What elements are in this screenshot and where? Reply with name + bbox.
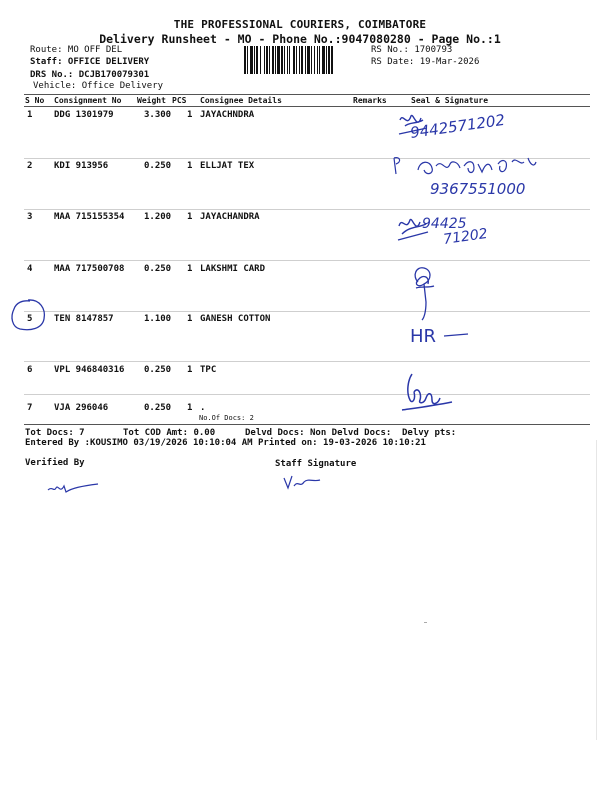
delivery-points: Delvy pts: — [402, 428, 457, 438]
rs-number: RS No.: 1700793 — [371, 45, 453, 55]
rs-date: RS Date: 19-Mar-2026 — [371, 57, 480, 67]
route-label: Route: MO OFF DEL — [30, 45, 123, 55]
barcode — [243, 46, 368, 74]
barcode-bar — [287, 46, 288, 74]
barcode-bar — [305, 46, 306, 74]
row-weight: 1.100 — [144, 314, 172, 324]
barcode-bar — [277, 46, 280, 74]
row-pcs: 1 — [187, 110, 193, 120]
signature-row-1 — [397, 108, 517, 150]
row-consignee: TPC — [200, 365, 217, 375]
row-weight: 0.250 — [144, 161, 172, 171]
row-divider — [24, 361, 590, 362]
entered-by: Entered By :KOUSIMO 03/19/2026 10:10:04 AM — [25, 438, 253, 448]
row-sno: 6 — [27, 365, 33, 375]
signature-row-4 — [406, 262, 446, 322]
col-sno: S No — [25, 96, 45, 105]
runsheet-title: Delivery Runsheet - MO - Phone No.:9047080280 - Page No.:1 — [99, 32, 501, 46]
row-divider — [24, 394, 590, 395]
table-header-rule — [24, 106, 590, 107]
signature-phone-row-1: 9442571202 — [409, 110, 507, 142]
row-weight: 0.250 — [144, 264, 172, 274]
total-cod-amount: Tot COD Amt: 0.00 — [123, 428, 216, 438]
verified-by-signature — [42, 476, 102, 498]
barcode-bar — [307, 46, 310, 74]
row-consignee: GANESH COTTON — [200, 314, 271, 324]
col-remarks: Remarks — [353, 96, 387, 105]
signature-initials-row-5: HR — [410, 326, 437, 347]
row-consignment: MAA 715155354 — [54, 212, 125, 222]
signature-line-1-row-3: 94425 — [422, 216, 467, 232]
verified-by-label: Verified By — [25, 458, 85, 468]
table-top-rule — [24, 94, 590, 95]
row-consignment: VPL 946840316 — [54, 365, 125, 375]
row-pcs: 1 — [187, 403, 193, 413]
signature-row-6 — [398, 370, 458, 418]
printed-on: Printed on: 19-03-2026 10:10:21 — [258, 438, 426, 448]
row-consignment: VJA 296046 — [54, 403, 109, 413]
signature-row-5 — [406, 318, 476, 352]
vehicle-label: Vehicle: Office Delivery — [33, 81, 164, 91]
barcode-bar — [254, 46, 255, 74]
row-weight: 0.250 — [144, 365, 172, 375]
barcode-bar — [264, 46, 265, 74]
row-sno: 1 — [27, 110, 33, 120]
row-weight: 0.250 — [144, 403, 172, 413]
barcode-bar — [244, 46, 246, 74]
row-consignment: DDG 1301979 — [54, 110, 114, 120]
staff-label: Staff: OFFICE DELIVERY — [30, 57, 150, 67]
signature-phone-row-2: 9367551000 — [430, 180, 526, 198]
row-weight: 3.300 — [144, 110, 172, 120]
barcode-bar — [260, 46, 261, 74]
row-sno: 2 — [27, 161, 33, 171]
row-docs-note: No.Of Docs: 2 — [199, 414, 254, 422]
row-pcs: 1 — [187, 161, 193, 171]
barcode-bar — [275, 46, 276, 74]
barcode-bar — [296, 46, 297, 74]
signature-row-3 — [396, 210, 506, 252]
scan-edge — [596, 440, 597, 740]
barcode-bar — [322, 46, 325, 74]
signature-row-2 — [390, 152, 560, 202]
total-docs: Tot Docs: 7 — [25, 428, 85, 438]
barcode-bar — [299, 46, 300, 74]
drs-number: DRS No.: DCJB170079301 — [30, 70, 150, 80]
staff-signature-label: Staff Signature — [275, 459, 357, 469]
barcode-bar — [289, 46, 290, 74]
barcode-bar — [314, 46, 315, 74]
delivered-docs: Delvd Docs: — [245, 428, 305, 438]
row-pcs: 1 — [187, 314, 193, 324]
barcode-bar — [319, 46, 320, 74]
col-consignee: Consignee Details — [200, 96, 282, 105]
row-consignee: JAYACHANDRA — [200, 212, 260, 222]
row-sno: 3 — [27, 212, 33, 222]
barcode-bar — [284, 46, 285, 74]
barcode-bar — [272, 46, 274, 74]
row-consignment: MAA 717500708 — [54, 264, 125, 274]
non-delivered-docs: Non Delvd Docs: — [310, 428, 392, 438]
row-pcs: 1 — [187, 212, 193, 222]
barcode-bar — [326, 46, 327, 74]
col-weight: Weight — [137, 96, 166, 105]
barcode-bar — [250, 46, 253, 74]
row-sno: 4 — [27, 264, 33, 274]
company-title: THE PROFESSIONAL COURIERS, COIMBATORE — [173, 18, 427, 31]
row-pcs: 1 — [187, 264, 193, 274]
barcode-bar — [266, 46, 268, 74]
barcode-bar — [293, 46, 295, 74]
barcode-bar — [256, 46, 258, 74]
barcode-bar — [331, 46, 333, 74]
row-pcs: 1 — [187, 365, 193, 375]
circle-mark — [8, 297, 48, 333]
signature-line-2-row-3: 71202 — [442, 225, 489, 248]
row-divider — [24, 311, 590, 312]
row-divider — [24, 260, 590, 261]
barcode-bar — [247, 46, 248, 74]
row-consignee: ELLJAT TEX — [200, 161, 255, 171]
barcode-bar — [317, 46, 318, 74]
col-seal: Seal & Signature — [411, 96, 489, 105]
row-consignment: TEN 8147857 — [54, 314, 114, 324]
row-sno: 5 — [27, 314, 33, 324]
table-bottom-rule — [24, 424, 590, 425]
barcode-bar — [328, 46, 330, 74]
barcode-bar — [311, 46, 312, 74]
row-consignment: KDI 913956 — [54, 161, 109, 171]
col-pcs: PCS — [172, 96, 187, 105]
row-sno: 7 — [27, 403, 33, 413]
row-weight: 1.200 — [144, 212, 172, 222]
barcode-bar — [269, 46, 270, 74]
row-consignee: . — [200, 403, 206, 413]
row-consignee: LAKSHMI CARD — [200, 264, 266, 274]
scan-speck — [424, 622, 427, 623]
barcode-bar — [301, 46, 303, 74]
barcode-bar — [281, 46, 283, 74]
staff-signature — [280, 470, 325, 494]
row-consignee: JAYACHNDRA — [200, 110, 255, 120]
col-consignment: Consignment No — [54, 96, 122, 105]
